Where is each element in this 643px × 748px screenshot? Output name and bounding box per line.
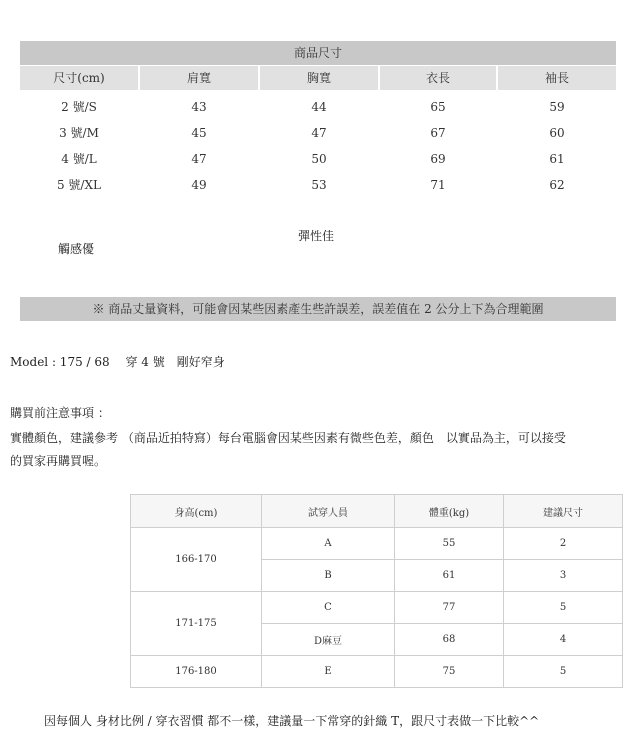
model-info: Model : 175 / 68 穿 4 號 剛好窄身 — [10, 355, 225, 369]
height-cell: 171-175 — [131, 592, 262, 656]
height-cell: 166-170 — [131, 528, 262, 592]
size-cell: 43 — [191, 100, 207, 114]
table-row — [131, 528, 623, 560]
size-cell: 62 — [549, 178, 565, 192]
purchase-note-line: 的買家再購買喔。 — [10, 454, 107, 468]
feature-touch: 觸感優 — [58, 242, 95, 256]
purchase-note-line: 實體顏色，建議參考 （商品近拍特寫）每台電腦會因某些因素有微些色差，顏色 以實品為主，可以接受 — [10, 431, 566, 445]
try-on-table — [130, 494, 623, 688]
size-cell: 3 — [504, 560, 623, 592]
try-header-size: 建議尺寸 — [504, 495, 623, 528]
weight-cell: 75 — [395, 656, 504, 688]
size-cell: 65 — [430, 100, 446, 114]
measure-note: ※ 商品丈量資料，可能會因某些因素產生些許誤差，誤差值在 2 公分上下為合理範圍 — [20, 297, 616, 321]
size-cell: 4 號/L — [61, 152, 97, 166]
size-header-length: 衣長 — [380, 66, 496, 90]
size-cell: 61 — [549, 152, 565, 166]
size-cell: 4 — [504, 624, 623, 656]
size-cell: 3 號/M — [59, 126, 99, 140]
size-header-sleeve: 袖長 — [498, 66, 616, 90]
person-cell: E — [262, 656, 395, 688]
feature-elastic: 彈性佳 — [298, 229, 335, 243]
size-cell: 5 — [504, 656, 623, 688]
size-cell: 47 — [191, 152, 207, 166]
size-cell: 71 — [430, 178, 446, 192]
size-cell: 53 — [311, 178, 327, 192]
try-on-header-row — [131, 495, 623, 528]
size-cell: 60 — [549, 126, 565, 140]
weight-cell: 61 — [395, 560, 504, 592]
size-header-shoulder: 肩寬 — [140, 66, 258, 90]
size-cell: 69 — [430, 152, 446, 166]
size-header-size: 尺寸(cm) — [20, 66, 138, 90]
person-cell: A — [262, 528, 395, 560]
try-header-height: 身高(cm) — [131, 495, 262, 528]
size-table-title: 商品尺寸 — [20, 41, 616, 65]
purchase-note-heading: 購買前注意事項 ： — [10, 406, 110, 420]
size-cell: 47 — [311, 126, 327, 140]
size-cell: 2 — [504, 528, 623, 560]
person-cell: D麻豆 — [262, 624, 395, 656]
size-cell: 2 號/S — [61, 100, 97, 114]
try-header-person: 試穿人員 — [262, 495, 395, 528]
size-cell: 67 — [430, 126, 446, 140]
size-header-chest: 胸寬 — [260, 66, 378, 90]
weight-cell: 77 — [395, 592, 504, 624]
size-cell: 5 — [504, 592, 623, 624]
try-header-weight: 體重(kg) — [395, 495, 504, 528]
footer-note: 因每個人 身材比例 / 穿衣習慣 都不一樣，建議量一下常穿的針織 T，跟尺寸表做一下比較^^ — [44, 714, 540, 728]
person-cell: C — [262, 592, 395, 624]
person-cell: B — [262, 560, 395, 592]
table-row — [131, 656, 623, 688]
size-cell: 49 — [191, 178, 207, 192]
table-row — [131, 592, 623, 624]
weight-cell: 55 — [395, 528, 504, 560]
weight-cell: 68 — [395, 624, 504, 656]
size-cell: 50 — [311, 152, 327, 166]
size-cell: 45 — [191, 126, 207, 140]
height-cell: 176-180 — [131, 656, 262, 688]
size-cell: 59 — [549, 100, 565, 114]
size-cell: 5 號/XL — [56, 178, 101, 192]
size-cell: 44 — [311, 100, 327, 114]
